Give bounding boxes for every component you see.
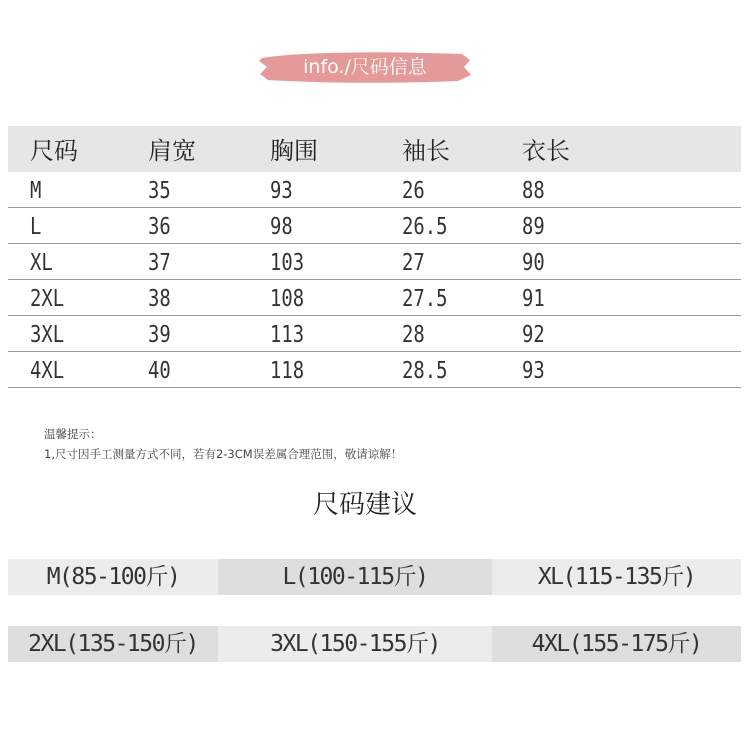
table-row [8, 172, 741, 208]
table-row [8, 280, 741, 316]
cell-shoulder: 35 [148, 178, 171, 204]
suggestion-item: 2XL(135-150斤) [8, 626, 218, 662]
cell-chest: 108 [270, 286, 305, 312]
cell-shoulder: 40 [148, 358, 171, 384]
cell-shoulder: 38 [148, 286, 171, 312]
cell-shoulder: 36 [148, 214, 171, 240]
banner-text: info./尺码信息 [303, 56, 427, 78]
header-length: 衣长 [522, 137, 570, 165]
cell-sleeve: 27 [402, 250, 425, 276]
cell-sleeve: 28 [402, 322, 425, 348]
cell-size: 2XL [30, 286, 65, 312]
cell-size: XL [30, 250, 53, 276]
table-header [8, 126, 741, 172]
cell-length: 92 [522, 322, 545, 348]
cell-sleeve: 26.5 [402, 214, 448, 240]
table-row [8, 208, 741, 244]
suggestion-item: 4XL(155-175斤) [492, 626, 741, 662]
cell-sleeve: 27.5 [402, 286, 448, 312]
header-shoulder: 肩宽 [148, 137, 196, 165]
header-size: 尺码 [30, 137, 78, 165]
header-sleeve: 袖长 [402, 137, 450, 165]
cell-length: 90 [522, 250, 545, 276]
notes-title: 温馨提示： [44, 427, 102, 441]
suggestion-item: 3XL(150-155斤) [218, 626, 492, 662]
measurement-notes [44, 424, 402, 464]
cell-size: M [30, 178, 42, 204]
header-chest: 胸围 [270, 137, 318, 165]
suggestion-item: XL(115-135斤) [492, 559, 741, 595]
cell-length: 93 [522, 358, 545, 384]
cell-length: 89 [522, 214, 545, 240]
cell-length: 88 [522, 178, 545, 204]
suggestion-item: M(85-100斤) [8, 559, 218, 595]
suggestion-item: L(100-115斤) [218, 559, 492, 595]
cell-shoulder: 39 [148, 322, 171, 348]
cell-chest: 113 [270, 322, 305, 348]
cell-chest: 98 [270, 214, 293, 240]
size-table [8, 126, 741, 388]
cell-shoulder: 37 [148, 250, 171, 276]
cell-size: 3XL [30, 322, 65, 348]
table-row [8, 244, 741, 280]
cell-sleeve: 26 [402, 178, 425, 204]
cell-chest: 93 [270, 178, 293, 204]
notes-line: 1,尺寸因手工测量方式不同，若有2-3CM误差属合理范围，敬请谅解！ [44, 447, 403, 461]
table-row [8, 316, 741, 352]
cell-chest: 103 [270, 250, 305, 276]
cell-chest: 118 [270, 358, 305, 384]
cell-size: L [30, 214, 42, 240]
cell-length: 91 [522, 286, 545, 312]
cell-sleeve: 28.5 [402, 358, 448, 384]
table-row [8, 352, 741, 388]
size-suggestion-title: 尺码建议 [312, 490, 417, 520]
cell-size: 4XL [30, 358, 65, 384]
info-banner [258, 48, 472, 86]
